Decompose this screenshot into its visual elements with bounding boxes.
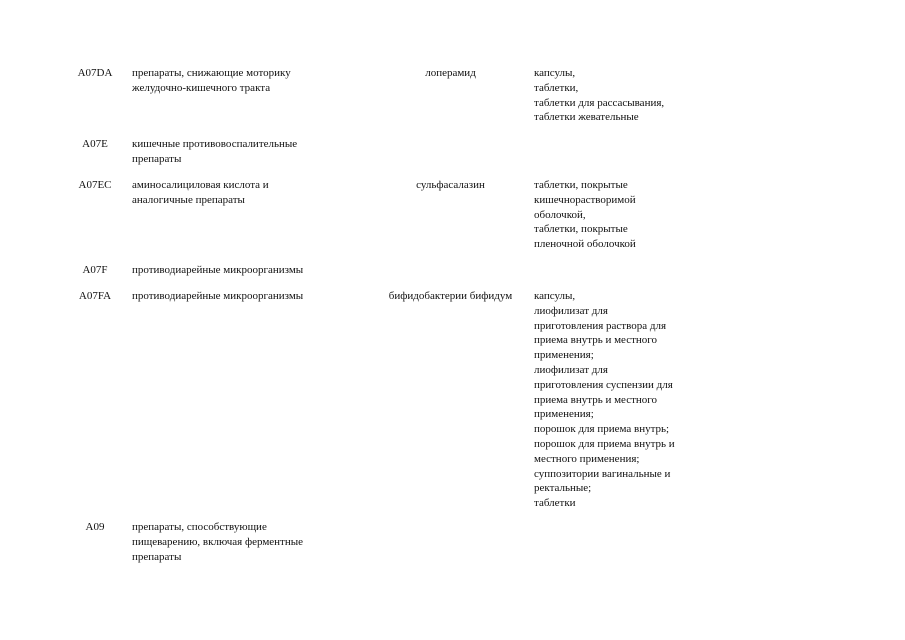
dosage-forms: капсулы, таблетки, таблетки для рассасывания, таблетки жевательные <box>534 67 665 124</box>
atc-code: A07DA <box>77 67 113 79</box>
atc-group-name: аминосалициловая кислота и аналогичные препараты <box>132 179 269 206</box>
atc-group-name: препараты, снижающие моторику желудочно-кишечного тракта <box>132 67 291 94</box>
drug-name: сульфасалазин <box>416 179 485 191</box>
atc-code: A07FA <box>78 290 112 302</box>
atc-group-name: противодиарейные микроорганизмы <box>132 290 304 302</box>
atc-code: A09 <box>85 521 105 533</box>
drug-name: бифидобактерии бифидум <box>388 290 513 302</box>
atc-group-name: препараты, способствующие пищеварению, включая ферментные препараты <box>132 521 304 563</box>
atc-group-name: кишечные противовоспалительные препараты <box>132 138 298 165</box>
atc-group-name: противодиарейные микроорганизмы <box>132 264 304 276</box>
dosage-forms: капсулы, лиофилизат для приготовления раствора для приема внутрь и местного применения; лиофилизат для приготовления суспензии для приема внутрь и местного применения; порошок для приема внутрь; порошок для приема внутрь и местного применения; суппозитории вагинальные и ректальные; таблетки <box>534 290 675 510</box>
atc-code: A07EC <box>78 179 112 191</box>
drug-name: лоперамид <box>425 67 476 79</box>
atc-code: A07F <box>82 264 108 276</box>
atc-code: A07E <box>82 138 108 150</box>
dosage-forms: таблетки, покрытые кишечнорастворимой оболочкой, таблетки, покрытые пленочной оболочкой <box>534 179 636 251</box>
